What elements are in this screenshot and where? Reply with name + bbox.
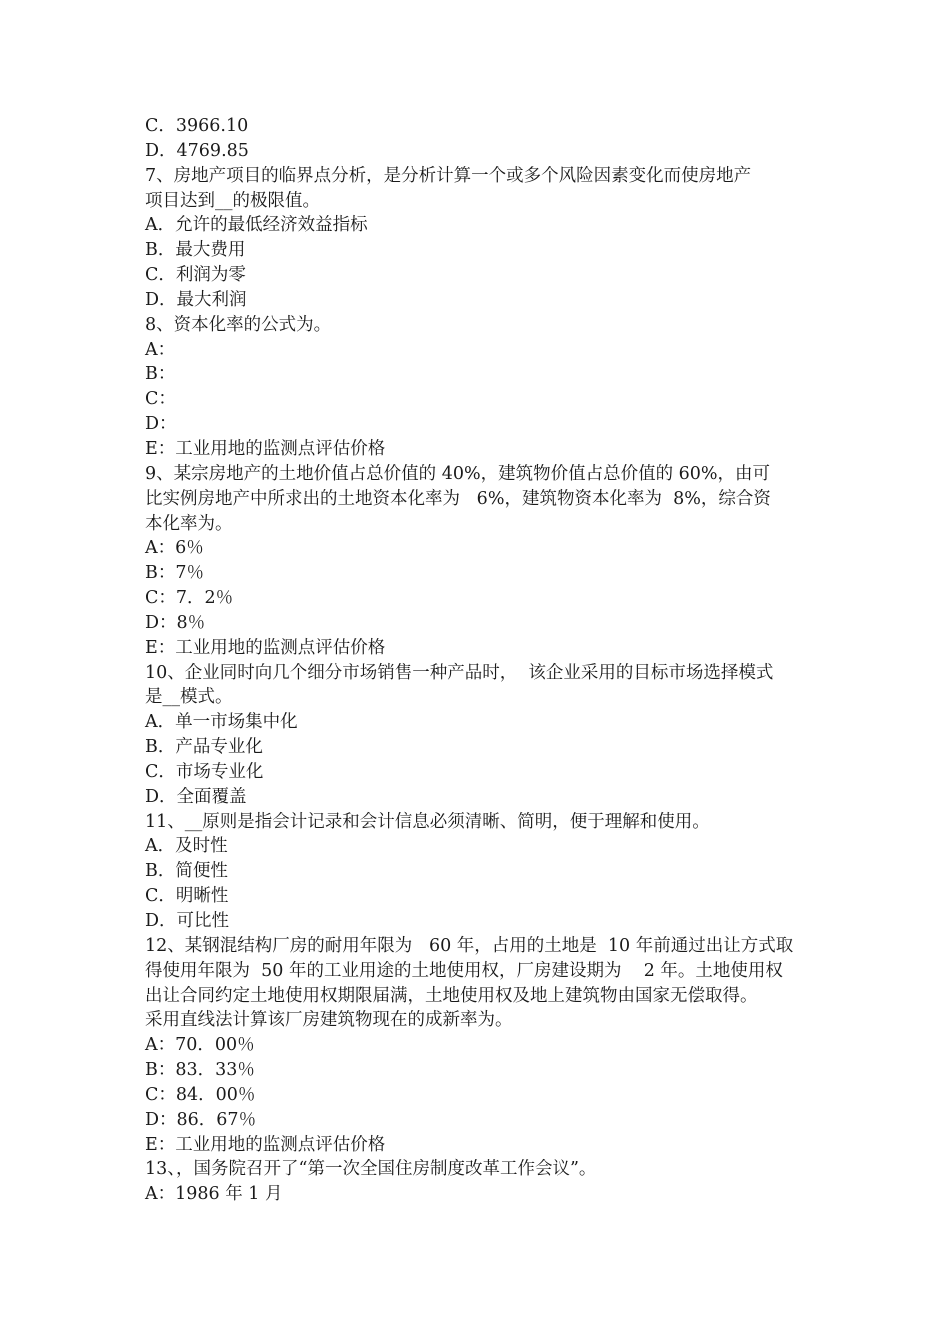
text-line: A：1986 年 1 月 <box>145 1184 283 1205</box>
text-line: 是__模式。 <box>145 687 233 708</box>
text-line: A．单一市场集中化 <box>145 712 298 733</box>
text-line: C：84．00％ <box>145 1084 256 1105</box>
text-line: E：工业用地的监测点评估价格 <box>145 637 386 658</box>
text-line: D．最大利润 <box>145 289 247 310</box>
text-line: 得使用年限为 50 年的工业用途的土地使用权，厂房建设期为 2 年。土地使用权 <box>145 960 783 981</box>
text-line: 本化率为。 <box>145 513 233 534</box>
text-line: B：7％ <box>145 563 204 584</box>
text-line: D：8％ <box>145 612 206 633</box>
text-line: A：6％ <box>145 538 204 559</box>
text-line: 13、，国务院召开了“第一次全国住房制度改革工作会议”。 <box>145 1159 597 1180</box>
text-line: B：83．33％ <box>145 1060 255 1081</box>
text-line: B．产品专业化 <box>145 737 263 758</box>
document-text <box>145 114 810 1207</box>
text-line: D．可比性 <box>145 911 230 931</box>
text-line: 12、某钢混结构厂房的耐用年限为 60 年，占用的土地是 10 年前通过出让方式取 <box>145 935 794 956</box>
text-line: 7、房地产项目的临界点分析，是分析计算一个或多个风险因素变化而使房地产 <box>145 165 752 186</box>
text-line: 采用直线法计算该厂房建筑物现在的成新率为。 <box>145 1010 513 1031</box>
text-line: A．允许的最低经济效益指标 <box>145 215 368 236</box>
text-line: A．及时性 <box>145 836 228 857</box>
text-line: C：7．2％ <box>145 588 234 609</box>
text-line: B．简便性 <box>145 861 228 882</box>
text-line: A：70．00％ <box>145 1035 255 1056</box>
text-line: 8、资本化率的公式为。 <box>145 314 332 335</box>
text-line: 10、企业同时向几个细分市场销售一种产品时， 该企业采用的目标市场选择模式 <box>145 662 774 683</box>
text-line: C．利润为零 <box>145 265 246 286</box>
text-line: E：工业用地的监测点评估价格 <box>145 438 386 459</box>
text-line: D：86．67％ <box>145 1109 257 1130</box>
text-line: C．3966.10 <box>145 116 249 136</box>
text-line: C．明晰性 <box>145 886 229 907</box>
text-line: A： <box>145 339 176 360</box>
text-line: 项目达到__的极限值。 <box>145 190 320 211</box>
text-line: C： <box>145 389 176 410</box>
text-line: 出让合同约定土地使用权期限届满，土地使用权及地上建筑物由国家无偿取得。 <box>145 985 758 1006</box>
text-line: D．4769.85 <box>145 140 249 161</box>
text-line: D．全面覆盖 <box>145 786 247 807</box>
text-line: B．最大费用 <box>145 240 246 261</box>
text-line: 9、某宗房地产的土地价值占总价值的 40%，建筑物价值占总价值的 60%，由可 <box>145 463 771 484</box>
text-line: D： <box>145 414 177 435</box>
text-line: 11、__原则是指会计记录和会计信息必须清晰、简明，便于理解和使用。 <box>145 811 710 832</box>
text-line: E：工业用地的监测点评估价格 <box>145 1134 386 1155</box>
text-line: 比实例房地产中所求出的土地资本化率为 6%，建筑物资本化率为 8%，综合资 <box>145 488 771 509</box>
text-line: B： <box>145 364 176 385</box>
text-line: C．市场专业化 <box>145 761 264 782</box>
